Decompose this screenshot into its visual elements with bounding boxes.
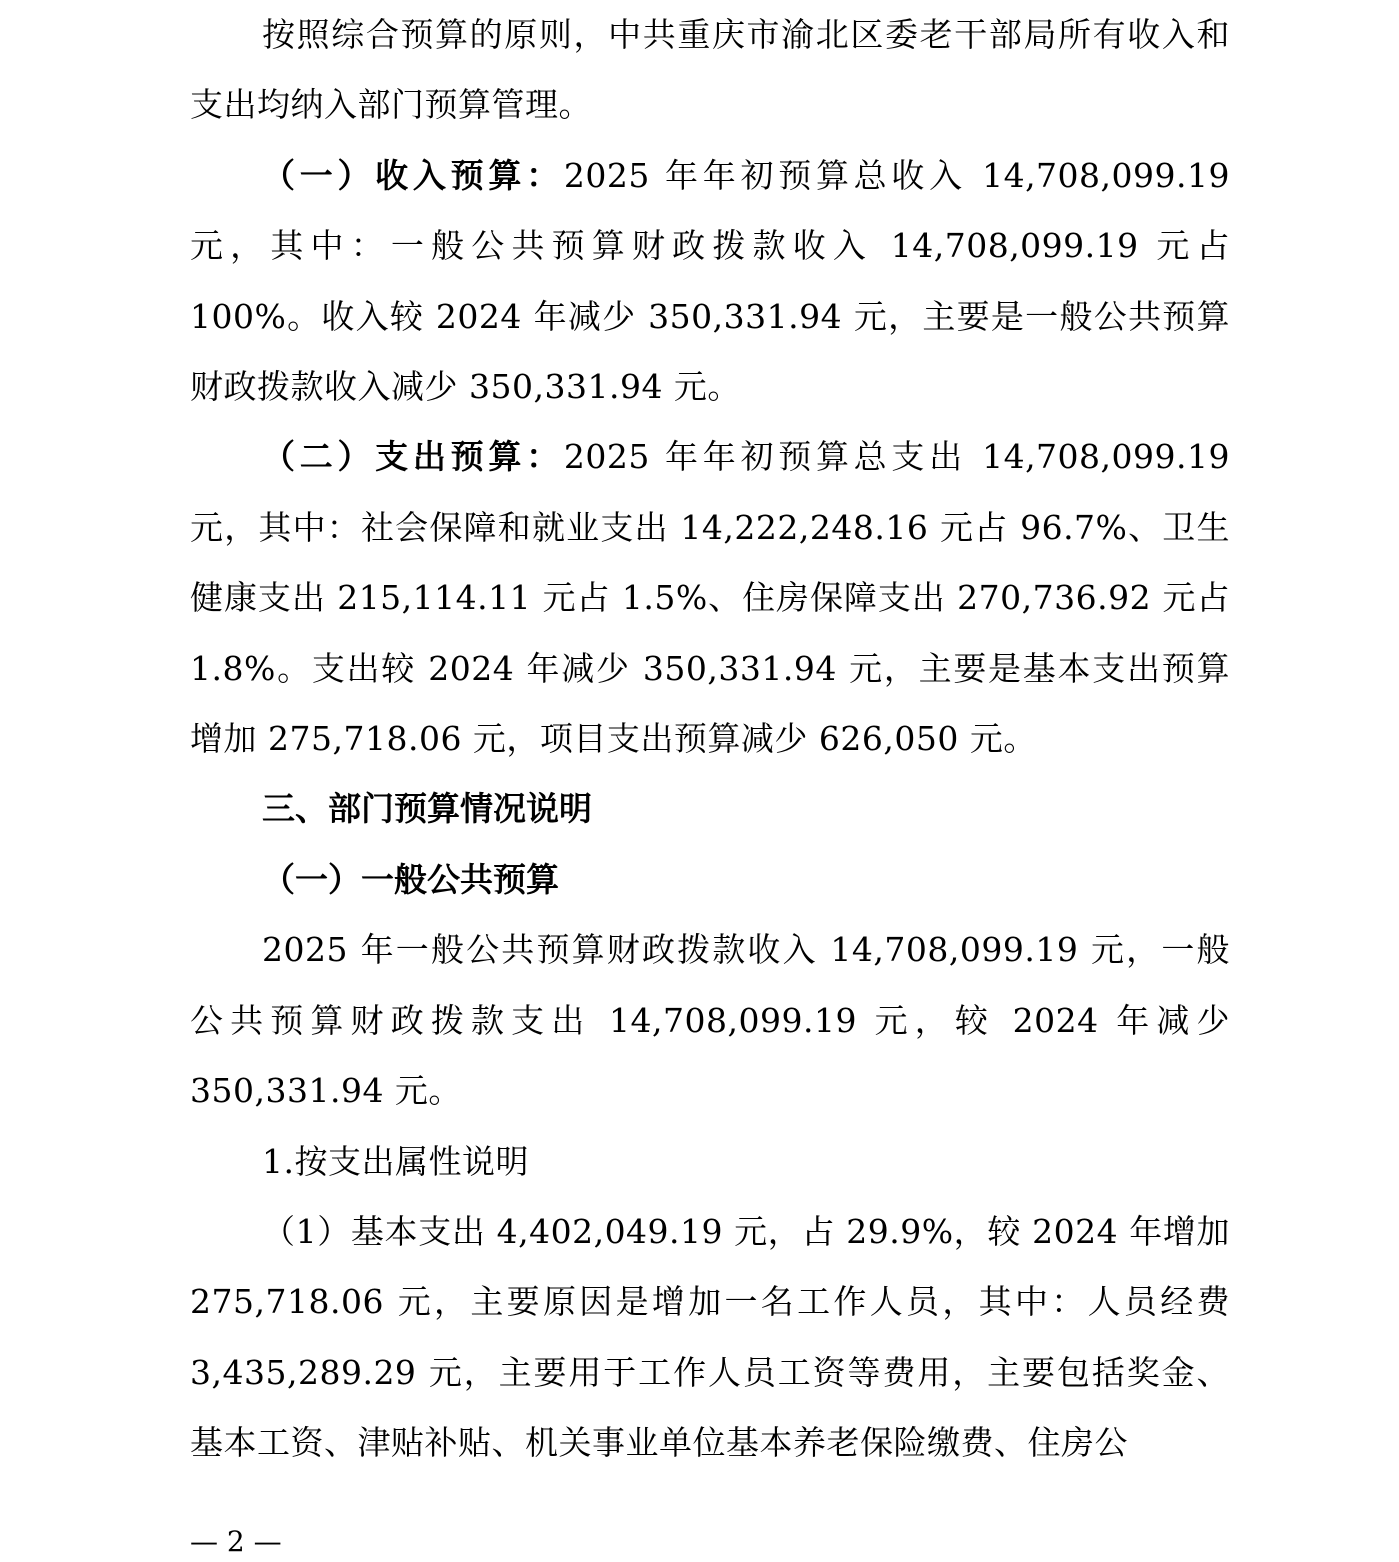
section-heading-3: 三、部门预算情况说明 (262, 789, 592, 829)
paragraph-expense-attribute-title: 1.按支出属性说明 (262, 1141, 529, 1181)
paragraph-basic-expense: （1）基本支出 4,402,049.19 元，占 29.9%，较 2024 年增加 275,718.06 元，主要原因是增加一名工作人员，其中：人员经费 3,435,289.29 元，主要用于工作人员工资等费用，主要包括奖金、基本工资、津贴补贴、机关事业单位基本养老保险缴费、住房公 (190, 1211, 1230, 1463)
expense-budget-label: （二）支出预算： (262, 437, 564, 477)
paragraph-general-budget: 2025 年一般公共预算财政拨款收入 14,708,099.19 元，一般公共预算财政拨款支出 14,708,099.19 元，较 2024 年减少 350,331.94 元。 (190, 930, 1230, 1111)
subsection-heading-general-budget: （一）一般公共预算 (262, 859, 559, 899)
paragraph-budget-principle: 按照综合预算的原则，中共重庆市渝北区委老干部局所有收入和支出均纳入部门预算管理。 (190, 15, 1230, 125)
document-page (190, 0, 1230, 1479)
paragraph-expense-budget (190, 422, 1230, 774)
income-budget-text: 2025 年年初预算总收入 14,708,099.19 元，其中：一般公共预算财政拨款收入 14,708,099.19 元占 100%。收入较 2024 年减少 350,331.94 元，主要是一般公共预算财政拨款收入减少 350,331.94 元。 (190, 155, 1230, 407)
income-budget-label: （一）收入预算： (262, 155, 564, 195)
page-number: — 2 — (190, 1525, 282, 1558)
paragraph-income-budget (190, 141, 1230, 423)
expense-budget-text: 2025 年年初预算总支出 14,708,099.19 元，其中：社会保障和就业支出 14,222,248.16 元占 96.7%、卫生健康支出 215,114.11 元占 1.5%、住房保障支出 270,736.92 元占 1.8%。支出较 2024 年减少 350,331.94 元，主要是基本支出预算增加 275,718.06 元，项目支出预算减少 626,050 元。 (190, 437, 1230, 759)
